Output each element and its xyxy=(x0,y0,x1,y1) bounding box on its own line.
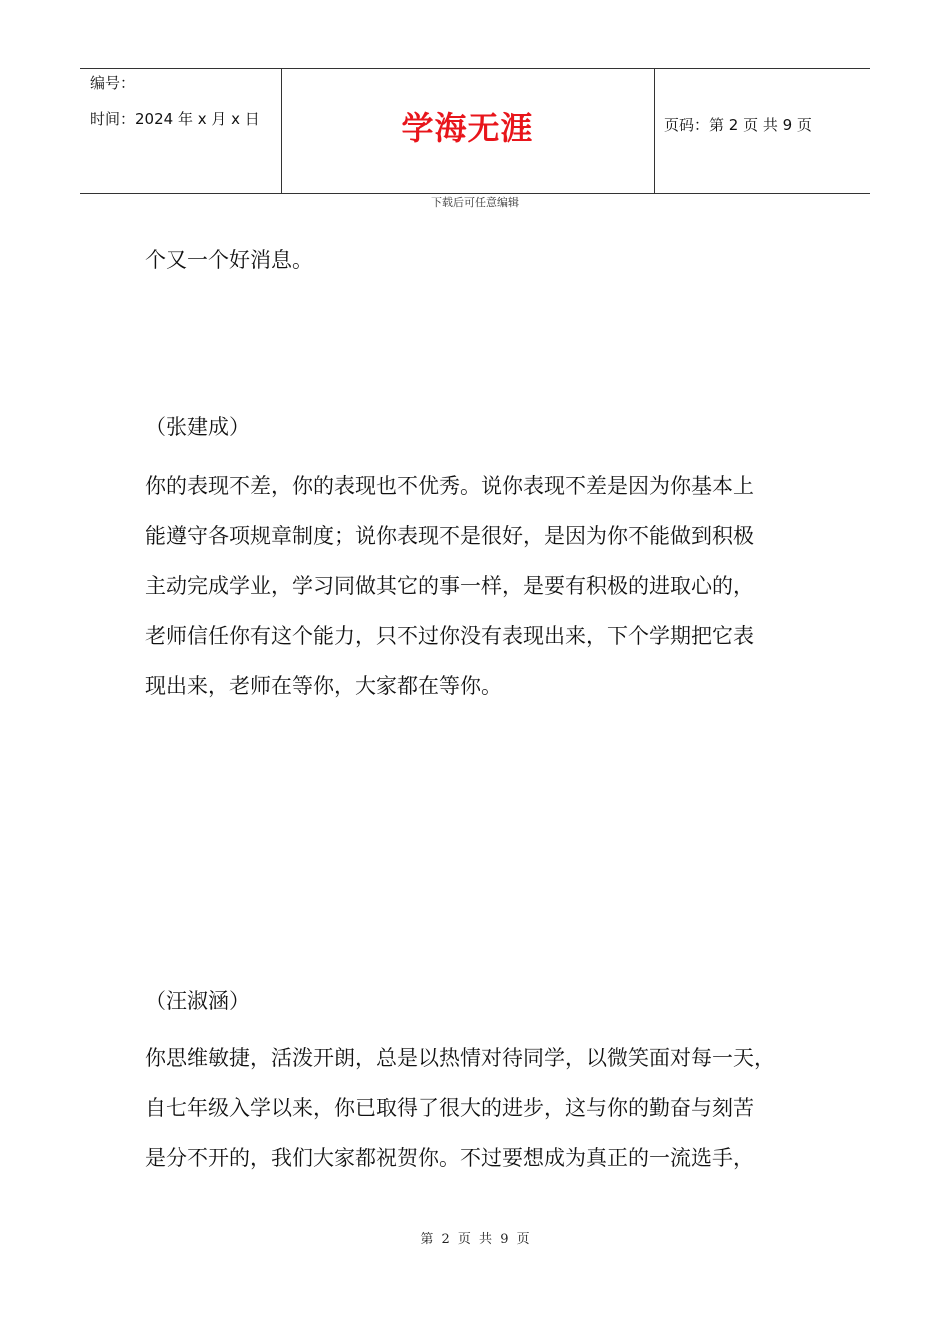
page-number-label: 页码：第 2 页 共 9 页 xyxy=(664,116,812,134)
student-name: （汪淑涵） xyxy=(145,989,250,1013)
document-header xyxy=(80,68,870,194)
comment-paragraph xyxy=(145,461,754,711)
document-time-label: 时间：2024 年 x 月 x 日 xyxy=(90,110,260,128)
student-name: （张建成） xyxy=(145,415,250,439)
paragraph-line: 是分不开的，我们大家都祝贺你。不过要想成为真正的一流选手， xyxy=(145,1146,754,1170)
paragraph-line: 自七年级入学以来，你已取得了很大的进步，这与你的勤奋与刻苦 xyxy=(145,1096,754,1120)
paragraph-line: 主动完成学业，学习同做其它的事一样，是要有积极的进取心的， xyxy=(145,574,754,598)
paragraph-line: 能遵守各项规章制度；说你表现不是很好，是因为你不能做到积极 xyxy=(145,524,754,548)
paragraph-line: 你思维敏捷，活泼开朗，总是以热情对待同学，以微笑面对每一天， xyxy=(145,1046,775,1070)
document-title: 学海无涯 xyxy=(401,109,534,147)
page-footer: 第 2 页 共 9 页 xyxy=(420,1232,530,1247)
paragraph-line: 老师信任你有这个能力，只不过你没有表现出来，下个学期把它表 xyxy=(145,624,754,648)
header-divider xyxy=(654,69,655,193)
comment-paragraph xyxy=(145,1033,775,1183)
edit-note: 下载后可任意编辑 xyxy=(431,196,519,209)
continued-paragraph-line: 个又一个好消息。 xyxy=(145,248,313,272)
document-number-label: 编号： xyxy=(90,74,136,92)
paragraph-line: 现出来，老师在等你，大家都在等你。 xyxy=(145,674,502,698)
paragraph-line: 你的表现不差，你的表现也不优秀。说你表现不差是因为你基本上 xyxy=(145,474,754,498)
